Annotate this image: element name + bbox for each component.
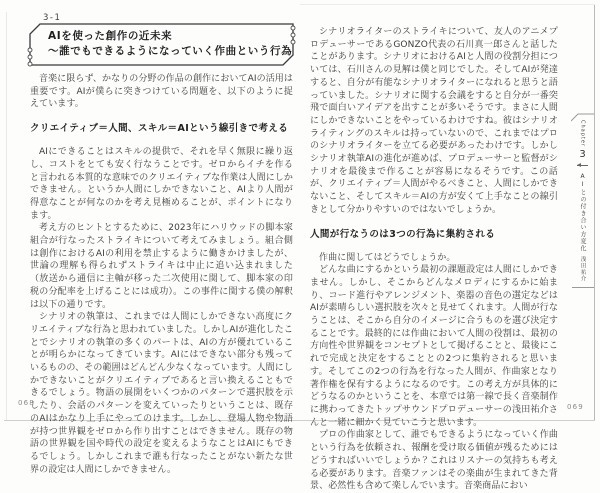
section-number-label: 3-1 xyxy=(43,13,62,23)
subheading-creative-vs-skill: クリエイティブ＝人間、スキル＝AIという線引きで考える xyxy=(30,123,289,135)
paragraph: 作曲に関してはどうでしょうか。 xyxy=(319,252,456,263)
paragraph: AIにできることはスキルの提供で、それを早く無限に繰り返し、コストをとても安く行なうことです。ゼロからイチを作ると言われる本質的な意味でのクリエイティブな作業は人間にしかできません。というか人間にしかできないこと、AIより人間が得意なことが何なのかを考え見極めることが、ポイントになります。 xyxy=(30,147,294,221)
paragraph: 考え方のヒントとするために、2023年にハリウッドの脚本家組合が行なったストライキについて考えてみましょう。組合側は創作におけるAIの利用を禁止するように働きかけましたが、世論の理解も得られずストライキは中止に追い込まれました（放送から通信に主軸が移った二次使用に関して、脚本家の印税の分配率を上げることには成功）。この事件に関する僕の解釈は以下の通りです。 xyxy=(30,223,293,310)
page-edge-left xyxy=(6,12,7,420)
page-edge-top xyxy=(300,4,595,5)
section-title xyxy=(48,29,292,59)
paragraph: どんな曲にするかという最初の課題設定は人間にしかできません。しかし、そこからどんなメロディにするかに始まり、コード進行やアレンジメント、楽器の音色の選定などはAIが素晴らしい選択肢を次々と見せてくれます。人間が行なうことは、そこから自分のイメージに合うものを選び決定することです。最終的には作曲において人間の役割は、最初の方向性や世界観をコンセプトとして掲げることと、最後にこれで完成と決定をすることとの2つに集約されると思います。そしてこの2つの行為を行なった人間が、作曲家となり著作権を保有するようになるのです。この考え方が具体的にどうなるのかということを、本章では第一線で長く音楽制作に携わってきたトップサウンドプロデューサーの浅田祐介さんと一緒に細かく見ていこうと思います。 xyxy=(310,265,558,428)
chapter-title-vertical: AIとの付き合い方変化 xyxy=(579,173,586,252)
right-page xyxy=(310,26,558,493)
tab-corner-line-icon xyxy=(571,113,594,122)
left-page xyxy=(30,13,293,476)
left-page-body xyxy=(30,73,293,476)
section-title-box xyxy=(30,24,293,66)
chapter-author-vertical: 浅田祐介 xyxy=(579,256,586,282)
right-page-body xyxy=(310,26,558,493)
chapter-tab xyxy=(571,113,594,288)
page-number-right: 069 xyxy=(567,403,584,411)
section-title-line2: 〜誰でもできるようになっていく作曲という行為 xyxy=(48,45,293,57)
paragraph: プロの作曲家として、誰でもできるようになっていく作曲という行為を依頼され、報酬を受け取る価値が残るためにはどうすればいいでしょうか？これはリスナーの気持ちも考える必要があります。音楽ファンはその楽曲が生まれてきた背景、必然性も含めて楽しんでいます。音楽商品におい xyxy=(310,430,558,492)
chapter-number-label: 3 xyxy=(579,149,586,160)
section-title-line1: AIを使った創作の近未来 xyxy=(48,30,173,42)
paragraph: 音楽に限らず、かなりの分野の作品の創作においてAIの活用は重要です。AIが僕らに突きつけている問題を、以下のように捉えています。 xyxy=(30,74,293,110)
page-number-left: 068 xyxy=(18,399,35,407)
arrow-left-icon xyxy=(577,163,588,168)
chapter-word-label: Chapter xyxy=(579,120,586,147)
subheading-three-human-acts: 人間が行なうのは3つの行為に集約される xyxy=(310,228,496,240)
paragraph: シナリオの執筆は、これまでは人間にしかできない高度にクリエイティブな行為と思われていました。しかしAIが進化したことでシナリオの執筆の多くのパートは、AIの方が優れていることが明らかになってきています。AIにはできない部分も残っているものの、その範囲はどんどん少なくなっています。人間にしかできないことがクリエイティブであると言い換えることもできるでしょう。物語の展開をいくつかのパターンで選択肢を示したり、会話のパターンを変えていったりということは、既存のAIはかなり上手にやってのけます。しかし、登場人物や物語が持つ世界観をゼロから作り出すことはできません。既存の物語の世界観を国や時代の設定を変えるようなことはAIにもできるでしょう。しかしこれまで誰も行なったことがない新たな世界の設定は人間にしかできません。 xyxy=(30,312,293,475)
paragraph: シナリオライターのストライキについて、友人のアニメプロデューサーであるGONZO代表の石川真一郎さんと話したことがあります。シナリオにおけるAIと人間の役割分担については、石川さんの見解は僕と同じでした。そしてAIが発達すると、自分が有能なシナリオライターになれると思うと語っていました。シナリオに関する会議をすると自分が一番突飛で面白いアイデアを出すことが多いそうです。まさに人間にしかできないことをやっているわけですね。彼はシナリオライティングのスキルは持っていないので、これまではプロのシナリオライターを立てる必要があったわけです。しかしシナリオ執筆AIの進化が進めば、プロデューサーと監督がシナリオを最後まで作ることが容易になるそうです。この話が、クリエイティブ＝人間がやるべきこと、人間にしかできないこと、そしてスキル＝AIの方が安くて上手なことの線引きとして分かりやすいのではないでしょうか。 xyxy=(310,27,558,215)
page-edge-right xyxy=(594,5,595,420)
tab-bottom-line xyxy=(572,287,594,288)
